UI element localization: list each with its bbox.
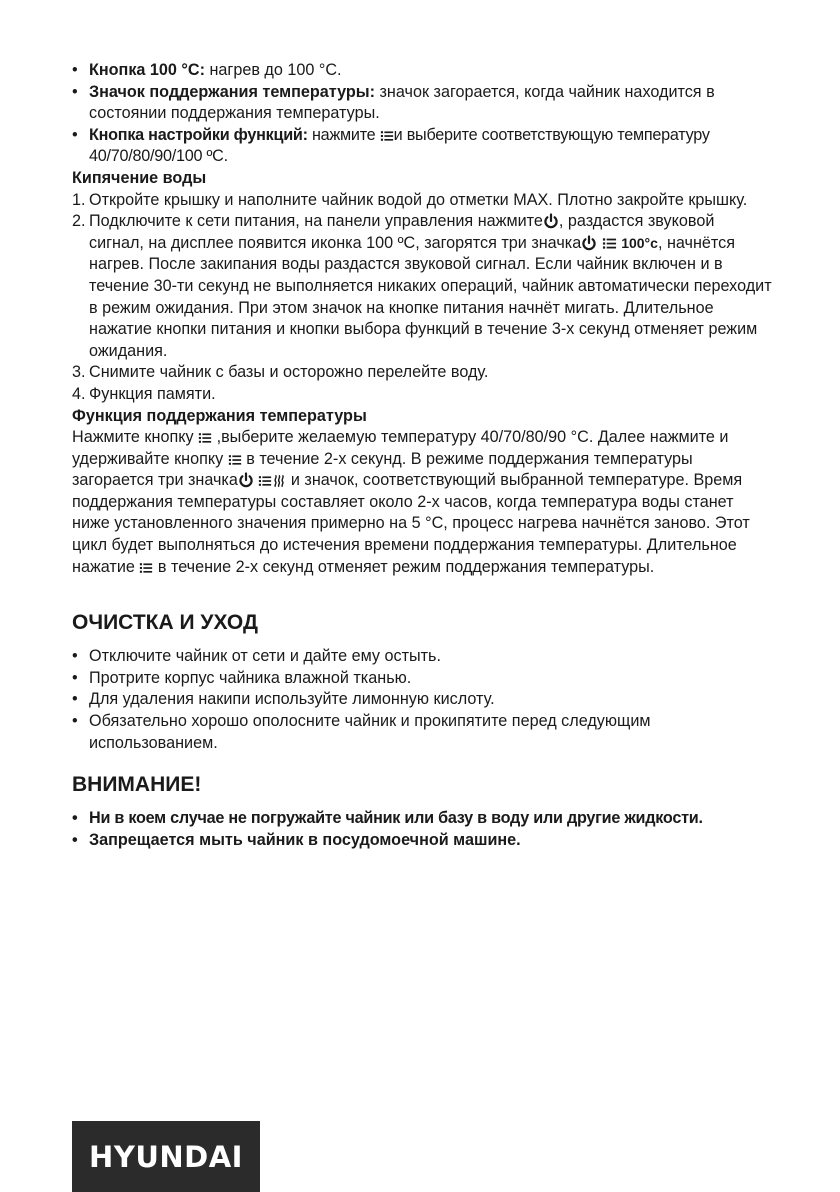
list-item: • Ни в коем случае не погружайте чайник или базу в воду или другие жидкости. bbox=[72, 808, 772, 830]
list-item: • Запрещается мыть чайник в посудомоечной машине. bbox=[72, 830, 772, 852]
menu-icon bbox=[139, 561, 153, 575]
steam-icon bbox=[272, 474, 286, 488]
care-list bbox=[72, 646, 772, 754]
temp-100-label: 100°c bbox=[621, 234, 658, 251]
warning-list bbox=[72, 808, 772, 851]
menu-icon bbox=[602, 236, 617, 251]
care-heading: ОЧИСТКА И УХОД bbox=[72, 611, 258, 635]
menu-icon bbox=[198, 431, 212, 445]
power-icon bbox=[543, 213, 559, 229]
menu-icon bbox=[380, 129, 394, 143]
keep-paragraph: Нажмите кнопку ,выберите желаемую температуру 40/70/80/90 °С. Далее нажмите и удерживайте кнопку в течение 2-х секунд. В режиме поддержания температуры загорается три значка и значок, соответствующий выбранной температуре. Время поддержания температуры составляет около 2-х часов, когда температура воды станет ниже установленного значения примерно на 5 °С, процесс нагрева начнётся заново. Этот цикл будет выполняться до истечения времени поддержания температуры. Длительное нажатие в течение 2-х секунд отменяет режим поддержания температуры. bbox=[72, 428, 750, 576]
power-icon bbox=[238, 472, 254, 488]
power-icon bbox=[581, 235, 597, 251]
menu-icon bbox=[258, 474, 272, 488]
manual-page bbox=[72, 60, 772, 851]
list-item: • Протрите корпус чайника влажной тканью. bbox=[72, 668, 772, 690]
list-item: 4. Функция памяти. bbox=[72, 384, 216, 403]
list-item: • Для удаления накипи используйте лимонную кислоту. bbox=[72, 689, 772, 711]
warning-heading: ВНИМАНИЕ! bbox=[72, 773, 202, 797]
list-item: • Значок поддержания температуры: значок загорается, когда чайник находится в состоянии поддержания температуры. bbox=[72, 82, 772, 125]
boil-steps bbox=[72, 190, 772, 406]
list-item: • Кнопка настройки функций: нажмите и выберите соответствующую температуру 40/70/80/90/100 ºС. bbox=[72, 125, 772, 168]
intro-list bbox=[72, 60, 772, 168]
list-item: • Отключите чайник от сети и дайте ему остыть. bbox=[72, 646, 772, 668]
list-item: 1. Откройте крышку и наполните чайник водой до отметки MAX. Плотно закройте крышку. bbox=[72, 190, 748, 209]
list-item: 2. Подключите к сети питания, на панели управления нажмите , раздастся звуковой сигнал, на дисплее появится иконка 100 ºС, загорятся три значка 100°c, начнётся нагрев. После закипания воды раздастся звуковой сигнал. Если чайник включен и в течение 30-ти секунд не выполняется никаких операций, чайник автоматически переходит в режим ожидания. При этом значок на кнопке питания начнёт мигать. Длительное нажатие кнопки питания и кнопки выбора функций в течение 3-х секунд отменяет режим ожидания. bbox=[72, 212, 772, 360]
brand-logo: HYUNDAI bbox=[72, 1121, 260, 1192]
section-title-keep: Функция поддержания температуры bbox=[72, 406, 367, 425]
list-item: • Кнопка 100 °С: нагрев до 100 °С. bbox=[72, 60, 772, 82]
list-item: 3. Снимите чайник с базы и осторожно перелейте воду. bbox=[72, 363, 489, 382]
menu-icon bbox=[228, 453, 242, 467]
section-title-boil: Кипячение воды bbox=[72, 168, 207, 187]
list-item: • Обязательно хорошо ополосните чайник и прокипятите перед следующим использованием. bbox=[72, 711, 772, 754]
